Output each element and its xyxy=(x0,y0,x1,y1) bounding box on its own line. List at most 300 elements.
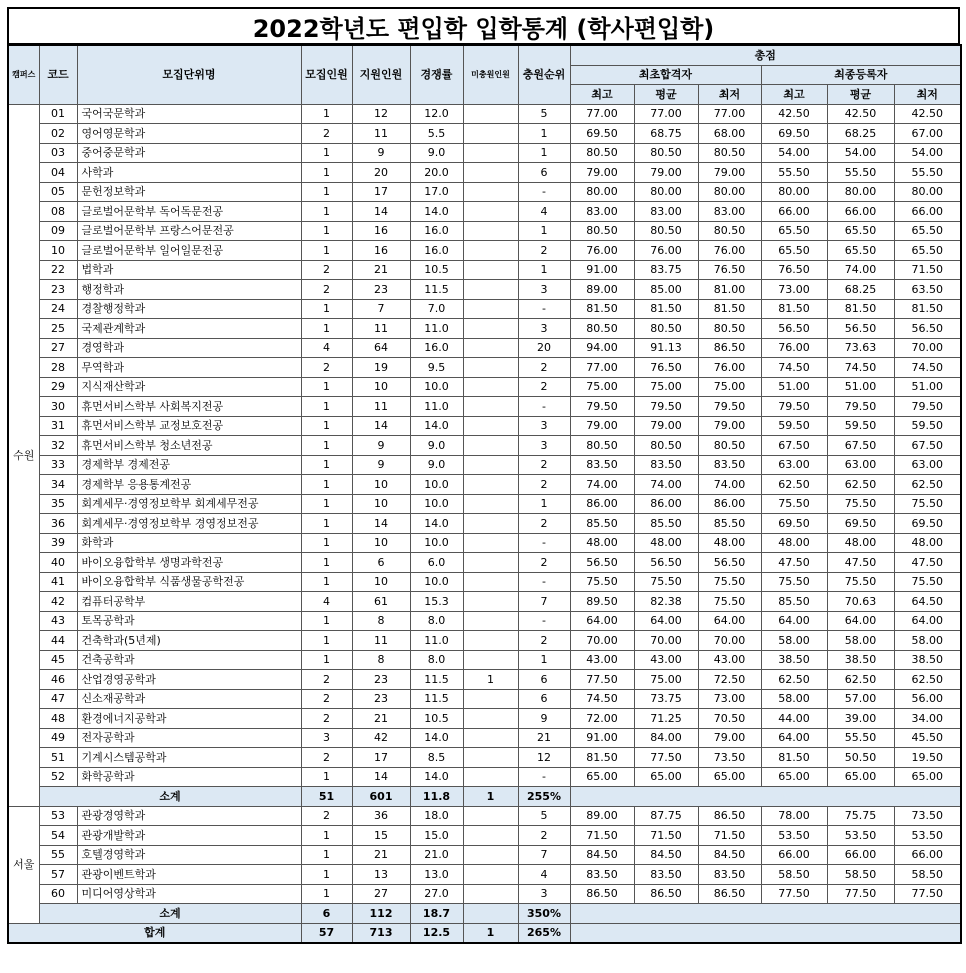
row-cell: 16.0 xyxy=(410,241,463,261)
row-cell xyxy=(463,572,518,592)
row-cell: 16 xyxy=(352,221,410,241)
row-cell: 1 xyxy=(301,514,352,534)
row-cell: 72.50 xyxy=(698,670,761,690)
table-row xyxy=(8,806,961,826)
row-cell: 58.50 xyxy=(894,865,961,885)
row-cell: - xyxy=(518,299,570,319)
row-cell: 23 xyxy=(352,689,410,709)
row-cell: 1 xyxy=(301,436,352,456)
row-cell: 19 xyxy=(352,358,410,378)
row-cell: 4 xyxy=(301,592,352,612)
row-cell: 법학과 xyxy=(77,260,301,280)
row-cell: 21 xyxy=(352,260,410,280)
row-cell: 휴먼서비스학부 교정보호전공 xyxy=(77,416,301,436)
table-row xyxy=(8,280,961,300)
row-cell: 65.00 xyxy=(761,767,827,787)
row-cell: 관광경영학과 xyxy=(77,806,301,826)
subtotal-row xyxy=(8,787,961,807)
row-cell xyxy=(463,143,518,163)
row-cell: 54.00 xyxy=(894,143,961,163)
row-cell: 1 xyxy=(301,221,352,241)
row-cell: 75.50 xyxy=(570,572,634,592)
row-cell: 59.50 xyxy=(827,416,894,436)
row-cell xyxy=(463,182,518,202)
row-cell: 24 xyxy=(39,299,77,319)
row-cell: 47 xyxy=(39,689,77,709)
row-cell: 42 xyxy=(352,728,410,748)
row-cell: 42 xyxy=(39,592,77,612)
row-cell: 56.50 xyxy=(570,553,634,573)
table-header xyxy=(8,45,961,104)
row-cell: 80.50 xyxy=(634,436,698,456)
row-cell xyxy=(463,319,518,339)
row-cell: 03 xyxy=(39,143,77,163)
subtotal-label: 소계 xyxy=(39,904,301,924)
row-cell: 16 xyxy=(352,241,410,261)
row-cell: 67.50 xyxy=(894,436,961,456)
row-cell: 83.75 xyxy=(634,260,698,280)
row-cell: 55.50 xyxy=(827,163,894,183)
row-cell: 경영학과 xyxy=(77,338,301,358)
row-cell: 83.50 xyxy=(698,865,761,885)
row-cell: 65.50 xyxy=(761,221,827,241)
row-cell: 83.00 xyxy=(634,202,698,222)
table-row xyxy=(8,104,961,124)
row-cell: 48.00 xyxy=(698,533,761,553)
row-cell: 53 xyxy=(39,806,77,826)
row-cell: 89.50 xyxy=(570,592,634,612)
row-cell: 48.00 xyxy=(634,533,698,553)
row-cell: 75.50 xyxy=(894,494,961,514)
row-cell: 1 xyxy=(301,241,352,261)
row-cell: 67.50 xyxy=(827,436,894,456)
row-cell: 11.5 xyxy=(410,670,463,690)
subtotal-blank xyxy=(570,904,961,924)
row-cell: 2 xyxy=(301,689,352,709)
row-cell: 1 xyxy=(301,475,352,495)
row-cell: 75.00 xyxy=(634,670,698,690)
row-cell: 7 xyxy=(352,299,410,319)
row-cell: 14 xyxy=(352,767,410,787)
row-cell: 53.50 xyxy=(761,826,827,846)
row-cell: 77.00 xyxy=(570,104,634,124)
row-cell: 80.00 xyxy=(761,182,827,202)
row-cell: 10 xyxy=(39,241,77,261)
row-cell xyxy=(463,689,518,709)
row-cell: 44.00 xyxy=(761,709,827,729)
table-row xyxy=(8,533,961,553)
subtotal-ratio: 11.8 xyxy=(410,787,463,807)
row-cell: 71.50 xyxy=(894,260,961,280)
row-cell: 73.75 xyxy=(634,689,698,709)
table-row xyxy=(8,631,961,651)
row-cell: 76.00 xyxy=(698,241,761,261)
header-unit: 모집단위명 xyxy=(77,45,301,104)
row-cell: 17 xyxy=(352,182,410,202)
header-ratio: 경쟁률 xyxy=(410,45,463,104)
row-cell: 91.00 xyxy=(570,260,634,280)
row-cell: 11.5 xyxy=(410,689,463,709)
row-cell: 6 xyxy=(518,670,570,690)
subtotal-applicants: 112 xyxy=(352,904,410,924)
row-cell: 86.50 xyxy=(698,338,761,358)
row-cell: 72.00 xyxy=(570,709,634,729)
row-cell: 73.63 xyxy=(827,338,894,358)
row-cell: 10.0 xyxy=(410,494,463,514)
row-cell: 11 xyxy=(352,631,410,651)
row-cell: 81.00 xyxy=(698,280,761,300)
row-cell: 1 xyxy=(518,494,570,514)
row-cell: 18.0 xyxy=(410,806,463,826)
row-cell: 64.00 xyxy=(827,611,894,631)
row-cell: 79.00 xyxy=(698,416,761,436)
row-cell xyxy=(463,494,518,514)
total-label: 합계 xyxy=(8,923,301,943)
row-cell: 66.00 xyxy=(894,202,961,222)
row-cell: 67.50 xyxy=(761,436,827,456)
row-cell: 문헌정보학과 xyxy=(77,182,301,202)
row-cell: 8 xyxy=(352,611,410,631)
row-cell: 64 xyxy=(352,338,410,358)
row-cell: 66.00 xyxy=(827,845,894,865)
row-cell: 55.50 xyxy=(894,163,961,183)
row-cell: 1 xyxy=(301,319,352,339)
row-cell: 10 xyxy=(352,475,410,495)
row-cell: 62.50 xyxy=(827,670,894,690)
row-cell: 74.50 xyxy=(570,689,634,709)
row-cell: 65.50 xyxy=(827,241,894,261)
row-cell: 74.00 xyxy=(634,475,698,495)
subtotal-blank xyxy=(570,787,961,807)
row-cell: 48.00 xyxy=(894,533,961,553)
row-cell: 전자공학과 xyxy=(77,728,301,748)
row-cell: 75.50 xyxy=(634,572,698,592)
table-row xyxy=(8,475,961,495)
row-cell: 44 xyxy=(39,631,77,651)
row-cell xyxy=(463,338,518,358)
row-cell: 9 xyxy=(352,143,410,163)
row-cell: 86.00 xyxy=(634,494,698,514)
subtotal-quota: 6 xyxy=(301,904,352,924)
row-cell: 73.00 xyxy=(761,280,827,300)
row-cell: 20 xyxy=(352,163,410,183)
row-cell: 경제학부 응용통계전공 xyxy=(77,475,301,495)
row-cell: 회계세무·경영정보학부 회계세무전공 xyxy=(77,494,301,514)
table-row xyxy=(8,338,961,358)
row-cell: 86.00 xyxy=(570,494,634,514)
row-cell: 80.50 xyxy=(570,221,634,241)
row-cell: 컴퓨터공학부 xyxy=(77,592,301,612)
row-cell: 80.50 xyxy=(570,436,634,456)
table-row xyxy=(8,709,961,729)
row-cell: 80.00 xyxy=(894,182,961,202)
row-cell xyxy=(463,631,518,651)
row-cell: 8.0 xyxy=(410,650,463,670)
row-cell: 15 xyxy=(352,826,410,846)
row-cell: 36 xyxy=(352,806,410,826)
row-cell: 81.50 xyxy=(827,299,894,319)
row-cell: 14 xyxy=(352,514,410,534)
row-cell: 84.50 xyxy=(698,845,761,865)
row-cell: 69.50 xyxy=(894,514,961,534)
row-cell: 55.50 xyxy=(827,728,894,748)
row-cell: 81.50 xyxy=(761,748,827,768)
row-cell: 10.5 xyxy=(410,709,463,729)
row-cell: 83.00 xyxy=(570,202,634,222)
row-cell: 무역학과 xyxy=(77,358,301,378)
row-cell: 86.50 xyxy=(634,884,698,904)
row-cell: 43.00 xyxy=(634,650,698,670)
row-cell: 08 xyxy=(39,202,77,222)
header-applicants: 지원인원 xyxy=(352,45,410,104)
row-cell: 43.00 xyxy=(698,650,761,670)
row-cell: 45 xyxy=(39,650,77,670)
row-cell: 91.13 xyxy=(634,338,698,358)
row-cell: 57 xyxy=(39,865,77,885)
row-cell: 22 xyxy=(39,260,77,280)
table-row xyxy=(8,143,961,163)
row-cell: 회계세무·경영정보학부 경영정보전공 xyxy=(77,514,301,534)
table-row xyxy=(8,163,961,183)
table-body xyxy=(8,104,961,943)
row-cell: 12 xyxy=(518,748,570,768)
row-cell: 54 xyxy=(39,826,77,846)
table-row xyxy=(8,553,961,573)
row-cell: 64.00 xyxy=(761,611,827,631)
row-cell: 85.50 xyxy=(761,592,827,612)
row-cell: 11 xyxy=(352,397,410,417)
row-cell: 9.0 xyxy=(410,436,463,456)
row-cell: - xyxy=(518,572,570,592)
row-cell: 1 xyxy=(518,260,570,280)
row-cell: 글로벌어문학부 독어독문전공 xyxy=(77,202,301,222)
row-cell: 10.0 xyxy=(410,572,463,592)
row-cell: 55 xyxy=(39,845,77,865)
row-cell: 경찰행정학과 xyxy=(77,299,301,319)
row-cell: 76.00 xyxy=(570,241,634,261)
row-cell: 2 xyxy=(301,748,352,768)
row-cell: 62.50 xyxy=(761,475,827,495)
row-cell: 29 xyxy=(39,377,77,397)
row-cell: 70.63 xyxy=(827,592,894,612)
row-cell: 11.5 xyxy=(410,280,463,300)
row-cell: 62.50 xyxy=(894,670,961,690)
row-cell: 10.0 xyxy=(410,533,463,553)
row-cell: 60 xyxy=(39,884,77,904)
row-cell: 65.00 xyxy=(894,767,961,787)
row-cell: 20 xyxy=(518,338,570,358)
row-cell: 호텔경영학과 xyxy=(77,845,301,865)
row-cell: 기계시스템공학과 xyxy=(77,748,301,768)
row-cell: 7 xyxy=(518,592,570,612)
row-cell: 3 xyxy=(518,319,570,339)
row-cell: 27 xyxy=(352,884,410,904)
row-cell: 7 xyxy=(518,845,570,865)
total-blank xyxy=(570,923,961,943)
row-cell: 74.50 xyxy=(761,358,827,378)
row-cell: 10 xyxy=(352,533,410,553)
row-cell: 68.25 xyxy=(827,124,894,144)
row-cell: 74.00 xyxy=(698,475,761,495)
row-cell: 02 xyxy=(39,124,77,144)
row-cell: 바이오융합학부 생명과학전공 xyxy=(77,553,301,573)
row-cell: 5.5 xyxy=(410,124,463,144)
row-cell: 57.00 xyxy=(827,689,894,709)
subtotal-waitlist: 350% xyxy=(518,904,570,924)
row-cell: 65.00 xyxy=(698,767,761,787)
row-cell: 89.00 xyxy=(570,806,634,826)
row-cell: 65.50 xyxy=(761,241,827,261)
row-cell: 1 xyxy=(301,104,352,124)
subtotal-quota: 51 xyxy=(301,787,352,807)
row-cell: 69.50 xyxy=(570,124,634,144)
row-cell: 36 xyxy=(39,514,77,534)
row-cell: 53.50 xyxy=(827,826,894,846)
row-cell: 9.0 xyxy=(410,455,463,475)
row-cell: 56.50 xyxy=(761,319,827,339)
row-cell: 39.00 xyxy=(827,709,894,729)
row-cell: 80.50 xyxy=(698,221,761,241)
table-row xyxy=(8,611,961,631)
row-cell: 1 xyxy=(301,572,352,592)
row-cell: 환경에너지공학과 xyxy=(77,709,301,729)
table-row xyxy=(8,748,961,768)
row-cell: 48.00 xyxy=(827,533,894,553)
row-cell: 77.00 xyxy=(570,358,634,378)
table-row xyxy=(8,728,961,748)
row-cell: 12 xyxy=(352,104,410,124)
row-cell xyxy=(463,299,518,319)
row-cell: 1 xyxy=(301,143,352,163)
row-cell: 77.50 xyxy=(827,884,894,904)
row-cell: 66.00 xyxy=(761,202,827,222)
row-cell: 83.50 xyxy=(634,865,698,885)
row-cell: 8.5 xyxy=(410,748,463,768)
row-cell xyxy=(463,826,518,846)
table-row xyxy=(8,221,961,241)
row-cell: 70.00 xyxy=(894,338,961,358)
row-cell: 71.50 xyxy=(570,826,634,846)
table-row xyxy=(8,884,961,904)
row-cell xyxy=(463,104,518,124)
campus-label: 서울 xyxy=(8,806,39,923)
row-cell: 1 xyxy=(301,163,352,183)
row-cell xyxy=(463,767,518,787)
row-cell: 86.00 xyxy=(698,494,761,514)
row-cell: 6.0 xyxy=(410,553,463,573)
row-cell: 40 xyxy=(39,553,77,573)
document-title: 2022학년도 편입학 입학통계 (학사편입학) xyxy=(7,7,960,44)
row-cell: 09 xyxy=(39,221,77,241)
subtotal-waitlist: 255% xyxy=(518,787,570,807)
table-row xyxy=(8,865,961,885)
row-cell: 중어중문학과 xyxy=(77,143,301,163)
table-row xyxy=(8,650,961,670)
row-cell: 80.00 xyxy=(698,182,761,202)
row-cell: 79.00 xyxy=(698,728,761,748)
row-cell: 58.50 xyxy=(827,865,894,885)
row-cell: 9 xyxy=(518,709,570,729)
stats-table xyxy=(7,44,962,944)
table-row xyxy=(8,670,961,690)
row-cell: 79.00 xyxy=(634,416,698,436)
row-cell: 화학과 xyxy=(77,533,301,553)
row-cell: 75.00 xyxy=(570,377,634,397)
row-cell: 61 xyxy=(352,592,410,612)
row-cell: 56.50 xyxy=(634,553,698,573)
row-cell: 80.50 xyxy=(634,143,698,163)
row-cell: 76.00 xyxy=(761,338,827,358)
row-cell: 80.50 xyxy=(634,319,698,339)
row-cell: 23 xyxy=(39,280,77,300)
row-cell: 54.00 xyxy=(827,143,894,163)
subtotal-unfilled xyxy=(463,904,518,924)
row-cell: 33 xyxy=(39,455,77,475)
row-cell: 3 xyxy=(518,884,570,904)
table-row xyxy=(8,182,961,202)
row-cell: 11.0 xyxy=(410,319,463,339)
row-cell: 78.00 xyxy=(761,806,827,826)
row-cell xyxy=(463,163,518,183)
row-cell: 35 xyxy=(39,494,77,514)
row-cell: 미디어영상학과 xyxy=(77,884,301,904)
row-cell xyxy=(463,728,518,748)
table-row xyxy=(8,299,961,319)
row-cell: 75.50 xyxy=(827,572,894,592)
row-cell: 1 xyxy=(518,650,570,670)
row-cell: 77.50 xyxy=(634,748,698,768)
row-cell: 글로벌어문학부 프랑스어문전공 xyxy=(77,221,301,241)
row-cell: 2 xyxy=(518,377,570,397)
row-cell: 76.50 xyxy=(634,358,698,378)
row-cell: 86.50 xyxy=(698,884,761,904)
row-cell: 4 xyxy=(518,865,570,885)
row-cell: 56.50 xyxy=(894,319,961,339)
row-cell: 76.00 xyxy=(698,358,761,378)
row-cell: 21 xyxy=(518,728,570,748)
row-cell: 86.50 xyxy=(570,884,634,904)
row-cell: 65.50 xyxy=(894,241,961,261)
row-cell: 58.00 xyxy=(827,631,894,651)
row-cell: 산업경영공학과 xyxy=(77,670,301,690)
row-cell: 2 xyxy=(518,553,570,573)
row-cell: 토목공학과 xyxy=(77,611,301,631)
row-cell: 13.0 xyxy=(410,865,463,885)
row-cell: 47.50 xyxy=(894,553,961,573)
row-cell: 2 xyxy=(301,358,352,378)
row-cell: 8.0 xyxy=(410,611,463,631)
row-cell: 20.0 xyxy=(410,163,463,183)
table-row xyxy=(8,397,961,417)
row-cell xyxy=(463,358,518,378)
row-cell xyxy=(463,377,518,397)
row-cell xyxy=(463,221,518,241)
row-cell: 14 xyxy=(352,202,410,222)
row-cell: 56.50 xyxy=(698,553,761,573)
row-cell: 3 xyxy=(518,416,570,436)
row-cell: 30 xyxy=(39,397,77,417)
row-cell: 1 xyxy=(301,767,352,787)
row-cell: 83.00 xyxy=(698,202,761,222)
row-cell: 75.00 xyxy=(698,377,761,397)
row-cell: 74.50 xyxy=(827,358,894,378)
row-cell: 51.00 xyxy=(761,377,827,397)
row-cell: 1 xyxy=(518,143,570,163)
row-cell xyxy=(463,845,518,865)
row-cell: 10 xyxy=(352,377,410,397)
table-row xyxy=(8,494,961,514)
table-row xyxy=(8,845,961,865)
